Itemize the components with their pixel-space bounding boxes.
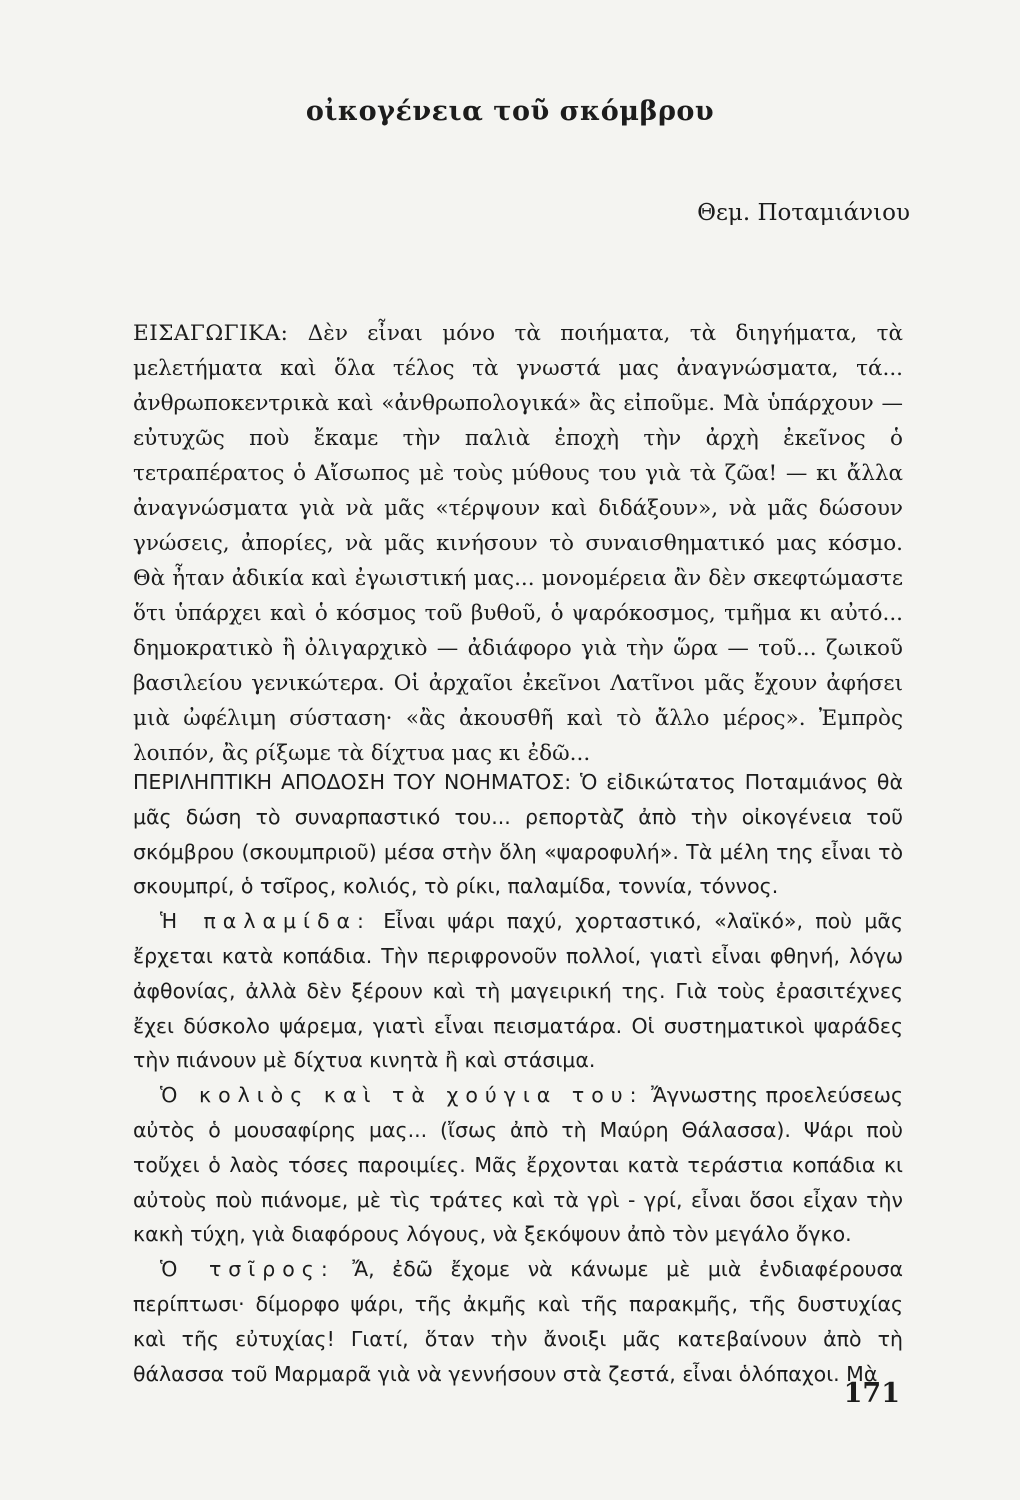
paragraph-text: Εἶναι ψάρι παχύ, χορταστικό, «λαϊκό», ποὺ μᾶς ἔρχεται κατὰ κοπάδια. Τὴν περιφρονοῦν πολλοί, γιατὶ εἶναι φθηνή, λόγω ἀφθονίας, ἀλλὰ δὲν ξέρουν καὶ τὴ μαγειρική της. Γιὰ τοὺς ἐρασιτέχνες ἔχει δύσκολο ψάρεμα, γιατὶ εἶναι πεισματάρα. Οἱ συστηματικοὶ ψαράδες τὴν πιάνουν μὲ δίχτυα κινητὰ ἢ καὶ στάσιμα. [133, 909, 903, 1073]
intro-text: Δὲν εἶναι μόνο τὰ ποιήματα, τὰ διηγήματα, τὰ μελετήματα καὶ ὅλα τέλος τὰ γνωστά μας ἀναγνώσματα, τά... ἀνθρωποκεντρικὰ καὶ «ἀνθρωπολογικά» ἂς εἰποῦμε. Μὰ ὑπάρχουν — εὐτυχῶς ποὺ ἔκαμε τὴν παλιὰ ἐποχὴ τὴν ἀρχὴ ἐκεῖνος ὁ τετραπέρατος ὁ Αἴσωπος μὲ τοὺς μύθους του γιὰ τὰ ζῶα! — κι ἄλλα ἀναγνώσματα γιὰ νὰ μᾶς «τέρψουν καὶ διδάξουν», νὰ μᾶς δώσουν γνώσεις, ἀπορίες, νὰ μᾶς κινήσουν τὸ συναισθηματικό μας κόσμο. Θὰ ἦταν ἀδικία καὶ ἐγωιστική μας... μονομέρεια ἂν δὲν σκεφτώμαστε ὅτι ὑπάρχει καὶ ὁ κόσμος τοῦ βυθοῦ, ὁ ψαρόκοσμος, τμῆμα κι αὐτό... δημοκρατικὸ ἢ ὀλιγαρχικὸ — ἀδιάφορο γιὰ τὴν ὥρα — τοῦ... ζωικοῦ βασιλείου γενικώτερα. Οἱ ἀρχαῖοι ἐκεῖνοι Λατῖνοι μᾶς ἔχουν ἀφήσει μιὰ ὠφέλιμη σύσταση· «ἂς ἀκουσθῆ καὶ τὸ ἄλλο μέρος». Ἐμπρὸς λοιπόν, ἂς ρίξωμε τὰ δίχτυα μας κι ἐδῶ... [133, 321, 903, 766]
paragraph-label: Ἡ παλαμίδα: [160, 909, 371, 934]
paragraph-tsiros [133, 1252, 903, 1391]
paragraph-palamida [133, 904, 903, 1078]
summary-heading: ΠΕΡΙΛΗΠΤΙΚΗ ΑΠΟΔΟΣΗ ΤΟΥ ΝΟΗΜΑΤΟΣ: [133, 770, 572, 794]
paragraph-kolios [133, 1078, 903, 1252]
page-number: 171 [843, 1378, 900, 1409]
summary-section [133, 765, 903, 1391]
intro-paragraph [133, 316, 903, 771]
article-author: Θεμ. Ποταμιάνιου [697, 200, 910, 226]
paragraph-label: Ὁ κολιὸς καὶ τὰ χούγια του: [160, 1083, 644, 1108]
paragraph-text: Ἄγνωστης προελεύσεως αὐτὸς ὁ μουσαφίρης μας... (ἴσως ἀπὸ τὴ Μαύρη Θάλασσα). Ψάρι ποὺ τοὔχει ὁ λαὸς τόσες παροιμίες. Μᾶς ἔρχονται κατὰ τεράστια κοπάδια κι αὐτοὺς ποὺ πιάνομε, μὲ τὶς τράτες καὶ τὰ γρὶ - γρί, εἶναι ὅσοι εἶχαν τὴν κακὴ τύχη, γιὰ διαφόρους λόγους, νὰ ξεκόψουν ἀπὸ τὸν μεγάλο ὄγκο. [133, 1083, 903, 1247]
article-title: οἰκογένεια τοῦ σκόμβρου [305, 96, 715, 127]
paragraph-label: Ὁ τσῖρος: [160, 1257, 335, 1282]
summary-paragraph [133, 765, 903, 904]
intro-heading: ΕΙΣΑΓΩΓΙΚΑ: [133, 321, 289, 346]
summary-text: Ὁ εἰδικώτατος Ποταμιάνος θὰ μᾶς δώση τὸ συναρπαστικό του... ρεπορτὰζ ἀπὸ τὴν οἰκογένεια τοῦ σκόμβρου (σκουμπριοῦ) μέσα στὴν ὅλη «ψαροφυλή». Τὰ μέλη της εἶναι τὸ σκουμπρί, ὁ τσῖρος, κολιός, τὸ ρίκι, παλαμίδα, τοννία, τόννος. [133, 770, 903, 899]
paragraph-text: Ἄ, ἐδῶ ἔχομε νὰ κάνωμε μὲ μιὰ ἐνδιαφέρουσα περίπτωσι· δίμορφο ψάρι, τῆς ἀκμῆς καὶ τῆς παρακμῆς, τῆς δυστυχίας καὶ τῆς εὐτυχίας! Γιατί, ὅταν τὴν ἄνοιξι μᾶς κατεβαίνουν ἀπὸ τὴ θάλασσα τοῦ Μαρμαρᾶ γιὰ νὰ γεννήσουν στὰ ζεστά, εἶναι ὁλόπαχοι. Μὰ [133, 1257, 903, 1386]
